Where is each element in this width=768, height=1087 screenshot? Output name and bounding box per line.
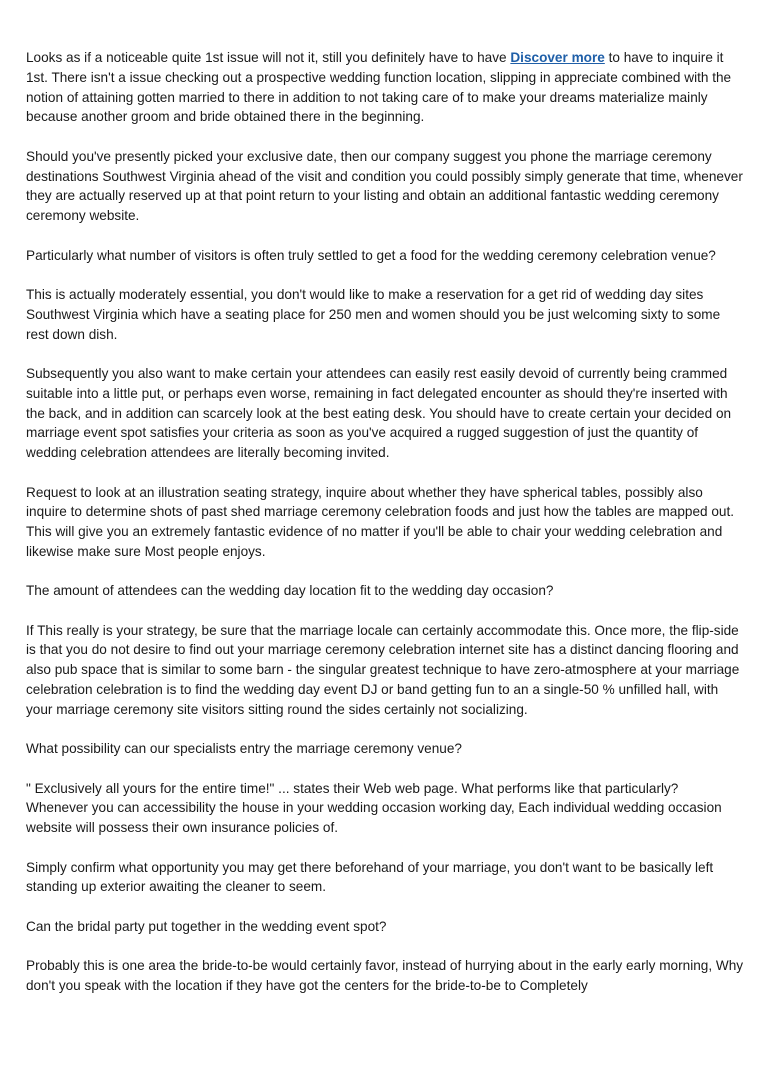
paragraph: Should you've presently picked your exclusive date, then our company suggest you phone the marriage ceremony destinations Southwest Virginia ahead of the visit and condition you could possibly simply generate that time, whenever they are actually reserved up at that point return to your listing and obtain an additional fantastic wedding ceremony ceremony website.	[26, 148, 743, 224]
paragraph: The amount of attendees can the wedding day location fit to the wedding day occasion?	[26, 583, 554, 599]
paragraph-intro	[26, 48, 744, 127]
paragraph-intro-text-before: Looks as if a noticeable quite 1st issue will not it, still you definitely have to have	[26, 50, 511, 65]
paragraph: Simply confirm what opportunity you may get there beforehand of your marriage, you don't want to be basically left standing up exterior awaiting the cleaner to seem.	[26, 859, 714, 895]
paragraph: If This really is your strategy, be sure that the marriage locale can certainly accommodate this. Once more, the flip-side is that you do not desire to find out your marriage ceremony celebration internet site has a distinct dancing flooring and also pub space that is similar to some barn - the singular greatest technique to have zero-atmosphere at your marriage celebration celebration is to find the wedding day event DJ or band getting fun to an a single-50 % unfilled hall, with your marriage ceremony site visitors sitting round the sides certainly not socializing.	[26, 622, 740, 717]
paragraph: Request to look at an illustration seating strategy, inquire about whether they have spherical tables, possibly also inquire to determine shots of past shed marriage ceremony celebration foods and just how the tables are mapped out. This will give you an extremely fantastic evidence of no matter if you'll be able to chair your wedding celebration and likewise make sure Most people enjoys.	[26, 484, 735, 559]
discover-more-link[interactable]: Discover more	[510, 50, 605, 65]
paragraph: Particularly what number of visitors is often truly settled to get a food for the wedding ceremony celebration venue?	[26, 247, 716, 263]
paragraph: " Exclusively all yours for the entire time!" ... states their Web web page. What performs like that particularly? Whenever you can accessibility the house in your wedding occasion working day, Each individual wedding occasion website will possess their own insurance policies of.	[26, 780, 722, 836]
paragraph-last: Probably this is one area the bride-to-be would certainly favor, instead of hurrying about in the early early morning, Why don't you speak with the location if they have got the centers for the bride-to-be to Completely	[26, 958, 744, 994]
paragraph: Subsequently you also want to make certain your attendees can easily rest easily devoid of currently being crammed suitable into a little put, or perhaps even worse, remaining in fact delegated encounter as should they're inserted with the back, and in addition can scarcely look at the best eating desk. You should have to create certain your decided on marriage event spot satisfies your criteria as soon as you've acquired a rugged suggestion of just the quantity of wedding celebration attendees are literally becoming invited.	[26, 365, 732, 461]
paragraph: This is actually moderately essential, you don't would like to make a reservation for a get rid of wedding day sites Southwest Virginia which have a seating place for 250 men and women should you be just welcoming sixty to some rest down dish.	[26, 286, 721, 342]
paragraph-intro-text-after: to have to inquire it 1st. There isn't a issue checking out a prospective wedding function location, slipping in appreciate combined with the notion of attaining gotten married to there in addition to not taking care of to make your dreams materialize mainly because another groom and bride obtained there in the beginning.	[26, 50, 732, 125]
document-page	[26, 48, 744, 1015]
paragraph: Can the bridal party put together in the wedding event spot?	[26, 918, 387, 934]
paragraph: What possibility can our specialists entry the marriage ceremony venue?	[26, 741, 462, 757]
